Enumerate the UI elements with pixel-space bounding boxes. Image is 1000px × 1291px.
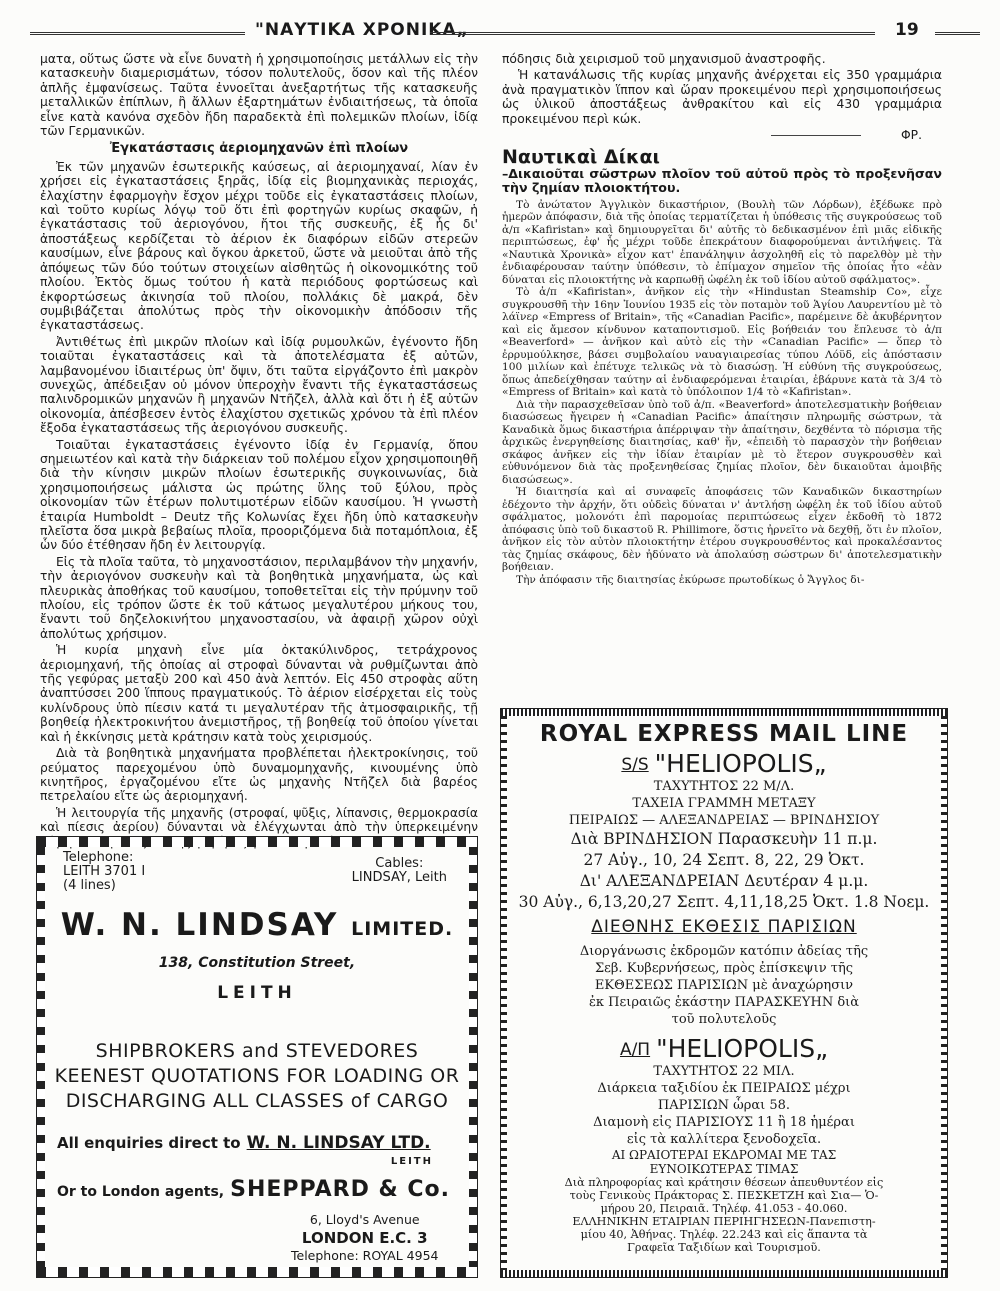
- brindisi-dates: 27 Αὐγ., 10, 24 Σεπτ. 8, 22, 29 Ὀκτ.: [583, 851, 865, 869]
- tours-line: ΑΙ ΩΡΑΙΟΤΕΡΑΙ ΕΚΔΡΟΜΑΙ ΜΕ ΤΑΣ: [611, 1148, 837, 1162]
- ad-border-top: [37, 837, 477, 847]
- cables-value: LINDSAY, Leith: [351, 870, 447, 885]
- firm-name-text: W. N. LINDSAY: [60, 907, 339, 943]
- ship-speed: ΤΑΧΥΤΗΤΟΣ 22 Μ/Λ.: [653, 779, 795, 794]
- london-label: Or to London agents,: [57, 1184, 225, 1200]
- route-title: ΤΑΧΕΙΑ ΓΡΑΜΜΗ ΜΕΤΑΞΥ: [632, 796, 816, 811]
- firm-name: [51, 907, 463, 943]
- ship-prefix: S/S: [621, 755, 649, 775]
- enquiries-label: All enquiries direct to: [57, 1134, 241, 1152]
- info-line: μίου 40, Ἀθήνας. Τηλέφ. 22.243 καὶ εἰς ἅπαντα τὰ: [580, 1228, 868, 1241]
- ad-border-left: [37, 847, 45, 1267]
- ad-border-left: [501, 716, 507, 1270]
- firm-town: LEITH: [217, 983, 297, 1003]
- info-line: ΕΛΛΗΝΙΚΗΝ ΕΤΑΙΡΙΑΝ ΠΕΡΙΗΓΗΣΕΩΝ-Πανεπιστη-: [572, 1215, 876, 1228]
- heliopolis-advertisement: [500, 708, 948, 1278]
- info-line: Διὰ πληροφορίας καὶ κράτησιν θέσεων ἀπευθυντέον εἰς: [564, 1176, 884, 1189]
- brindisi-schedule: Διὰ ΒΡΙΝΔΗΣΙΟΝ Παρασκευὴν 11 π.μ.: [570, 830, 878, 848]
- exhibition-line: Διοργάνωσις ἐκδρομῶν κατόπιν ἀδείας τῆς: [579, 944, 869, 959]
- exhibition-heading: ΔΙΕΘΝΗΣ ΕΚΘΕΣΙΣ ΠΑΡΙΣΙΩΝ: [591, 917, 857, 937]
- article-paragraph: Ἀντιθέτως ἐπὶ μικρῶν πλοίων καὶ ἰδίᾳ ρυμουλκῶν, ἐγένοντο ἤδη τοιαῦται ἐγκαταστάσεις καὶ τὰ ἀποτελέσματα ἐξ αὐτῶν, λαμβανομένου ἰδιαιτέρως ὑπ' ὄψιν, ὅτι ταῦτα εἰργάζοντο ἐπὶ μακρὸν συνεχῶς, ἀπέδειξαν οὐ μόνον ὑπεροχὴν ἔναντι τῆς ἐγκαταστάσεως παλινδρομικῶν μηχανῶν ἢ μηχανῶν Ντῆζελ, ἀλλὰ καὶ ὅτι ἡ ἐξ αὐτῶν οἰκονομία, ἀπέσβεσεν ἐντὸς ἐλαχίστου σχετικῶς χρόνου τὰ ἐπὶ πλέον ἔξοδα ἐγκαταστάσεως τῆς ἀεριογόνου συσκευῆς.: [40, 334, 478, 436]
- signature-rule: [771, 135, 861, 136]
- ship2-speed: ΤΑΧΥΤΗΤΟΣ 22 ΜΙΛ.: [653, 1064, 795, 1079]
- service-line: KEENEST QUOTATIONS FOR LOADING OR: [54, 1065, 460, 1087]
- trip-line: Διαμονὴ εἰς ΠΑΡΙΣΙΟΥΣ 11 ἢ 18 ἡμέραι: [593, 1115, 855, 1130]
- ad-border-right: [941, 716, 947, 1270]
- cables-block: [352, 857, 447, 885]
- header-rule-left: [30, 32, 245, 35]
- ad-border-right: [469, 847, 477, 1267]
- right-column-article: [502, 52, 942, 586]
- legal-paragraph: Ἡ διαιτησία καὶ αἱ συναφεῖς ἀποφάσεις τῶν Καναδικῶν δικαστηρίων ἐδέχοντο τὴν ἀρχήν, ὅτι οὐδεὶς δύναται ν' ἀντλήσῃ ὠφέλη ἐκ τοῦ ἰδίου αὐτοῦ σφάλματος, μολονότι ἐπὶ παρομοίας περιπτώσεως εἶχεν ἐκδοθῆ τὸ 1872 ἀπόφασις ὑπὸ τοῦ δικαστοῦ R. Phillimore, ὅστις ἠρνεῖτο νὰ δεχθῇ, ὅτι ἐν πλοῖον, ἀνῆκον εἰς τὸν αὐτὸν πλοιοκτήτην ἑτέρου συγκρουσθέντος καὶ προκαλέσαντος τὰς ζημίας σκάφους, δὲν ἠδύνατο νὰ ἀπολαύσῃ σώστρων δι' ἀποτελεσματικὴν βοήθειαν.: [502, 486, 942, 574]
- article-signature: [502, 128, 922, 142]
- ship2-name: [511, 1034, 937, 1063]
- exhibition-line: ΕΚΘΕΣΕΩΣ ΠΑΡΙΣΙΩΝ μὲ ἀναχώρησιν: [594, 978, 854, 993]
- ship-name-text: "HELIOPOLIS„: [654, 749, 827, 778]
- article-subhead: Ἐγκατάστασις ἀεριομηχανῶν ἐπὶ πλοίων: [109, 141, 409, 157]
- services-block: [51, 1039, 463, 1114]
- enquiries-firm: W. N. LINDSAY LTD.: [246, 1133, 431, 1153]
- ad-border-bottom: [37, 1267, 477, 1277]
- legal-article-body: [502, 199, 942, 587]
- ad-content: [511, 719, 937, 1267]
- telephone-lines: (4 lines): [63, 878, 116, 893]
- alexandria-dates: 30 Αὐγ., 6,13,20,27 Σεπτ. 4,11,18,25 Ὀκτ. 1.8 Νοεμ.: [518, 893, 930, 911]
- tours-line: ΕΥΝΟΙΚΩΤΕΡΑΣ ΤΙΜΑΣ: [649, 1162, 799, 1176]
- header-rule-right: [935, 32, 980, 35]
- article-paragraph: Εἰς τὰ πλοῖα ταῦτα, τὸ μηχανοστάσιον, περιλαμβάνον τὴν μηχανήν, τὴν ἀεριογόνον συσκευὴν καὶ τὰ βοηθητικὰ μηχανήματα, ὡς καὶ πλευρικὰς ἀποθήκας τοῦ καυσίμου, τοποθετεῖται εἰς τὴν πρύμνην τοῦ πλοίου, εἰς τρόπον ὥστε ἐκ τοῦ κάτωος μεγαλυτέρου μήκους του, ἔναντι τοῦ δηζελοκινήτου μηχανοστασίου, νὰ ἀφαιρῇ χῶρον οὐχὶ ἀπολύτως χρήσιμον.: [40, 554, 478, 641]
- article-paragraph: ματα, οὕτως ὥστε νὰ εἶνε δυνατὴ ἡ χρησιμοποίησις μετάλλων εἰς τὴν κατασκευὴν διαμερισμάτων, τόσον πολυτελοῦς, ὅσον καὶ τῆς πλέον ἁπλῆς ἐμφανίσεως. Ταῦτα ἐννοεῖται ἀνεξαρτήτως τῆς κατασκευῆς μεταλλικῶν ἐπίπλων, ἢ ἄλλων ἐξαρτημάτων ἐνδιαιτήσεως, τὰ ὁποῖα εἶνε κατὰ κανόνα σχεδὸν ἤδη παραδεκτὰ ἐπὶ πολεμικῶν πλοίων, ἰδίᾳ τῶν Γερμανικῶν.: [40, 52, 478, 139]
- newspaper-title: "ΝΑΥΤΙΚΑ ΧΡΟΝΙΚΑ„: [255, 20, 469, 40]
- article-paragraph: Ἡ λειτουργία τῆς μηχανῆς (στροφαί, ψῦξις, λίπανσις, θερμοκρασία καὶ πίεσις ἀερίου) δύνανται νὰ ἐλέγχωνται ἀπὸ τὴν ὑπερκειμένην: [40, 805, 478, 835]
- london-telephone: Telephone: ROYAL 4954: [291, 1248, 439, 1263]
- exhibition-line: ἐκ Πειραιῶς ἑκάστην ΠΑΡΑΣΚΕΥΗΝ διὰ: [588, 995, 860, 1010]
- telephone-block: [63, 851, 145, 893]
- article-paragraph: Διὰ τὰ βοηθητικὰ μηχανήματα προβλέπεται ἠλεκτροκίνησις, τοῦ ρεύματος παρεχομένου ὑπὸ δυναμομηχανῆς, κινουμένης ὑπὸ κινητῆρος, ἐργαζομένου εἴτε ὡς μηχανὴς Ντῆζελ διὰ βαρέος πετρελαίου εἴτε ὡς ἀεριομηχανή.: [40, 746, 478, 804]
- ad-border-top: [501, 709, 947, 716]
- ship-name: [511, 749, 937, 778]
- legal-paragraph: Τὸ ἀ/π «Kafiristan», ἀνῆκον εἰς τὴν «Hindustan Steamship Co», εἶχε συγκρουσθῆ τὴν 16ην Ἰουνίου 1935 εἰς τὸν ποταμὸν τοῦ Ἁγίου Λαυρεντίου μὲ τὸ λάϊνερ «Empress of Britain», τῆς «Canadian Pacific», παρέμεινε δὲ ἀκυβέρνητον καὶ εἰς ἄμεσον κίνδυνον καταποντισμοῦ. Εἰς βοήθειάν του ἔπλευσε τὸ ἀ/π «Beaverford» — ἀνῆκον καὶ αὐτὸ εἰς τὴν «Canadian Pacific» — ὅπερ τὸ ἐρρυμούλκησε, βάσει συμβολαίου ναυαγιαιρεσίας τύπου Λόϋδ, εἰς ἀπόστασιν 100 μιλίων καὶ ἐπέτυχε τελικῶς νὰ τὸ διασώσῃ. Ἡ εὐθύνη τῆς συγκρούσεως, ὅπως ἀπεδείχθησαν ταύτην αἱ ἐνδιαφερόμεναι ἑταιρίαι, ἐβάρυνε κατὰ τὰ 3/4 τὸ «Empress of Britain» καὶ κατὰ τὸ ὑπόλοιπον 1/4 τὸ «Kafiristan».: [502, 286, 942, 399]
- article-paragraph: Ἐκ τῶν μηχανῶν ἐσωτερικῆς καύσεως, αἱ ἀεριομηχαναί, λίαν ἐν χρήσει εἰς ἐγκαταστάσεις ξηρᾶς, ἰδίᾳ εἰς βιομηχανικὰς περιοχάς, ἐλαχίστην ἐφαρμογὴν ἔσχον μέχρι τοῦδε εἰς ἐγκαταστάσεις πλοίων, καὶ τοῦτο κυρίως λόγῳ τοῦ ὅτι ἐπὶ φορτηγῶν κυρίως σκαφῶν, ἡ ἐγκατάστασις τοῦ ἀεριογόνου, ἤτοι τῆς συσκευῆς, ἐξ ἧς δι' ἀποστάξεως κερδίζεται τὸ ἀέριον ἐκ διαφόρων εἰδῶν στερεῶν καυσίμων, εἶνε βάρους καὶ ὄγκου ἀρκετοῦ, ὥστε νὰ μειοῦται ἀπὸ τῆς ἀπόψεως τῶν δύο τούτων στοιχείων αἰσθητῶς ἡ οἰκονομικότης τοῦ πλοίου. Ἐκτὸς ὅμως τούτου ἡ κατὰ περιόδους φορτώσεως καὶ ἐκφορτώσεως ἀκινησία τοῦ πλοίου, πολλάκις δὲ μακρά, δὲν συμβιβάζεται ἀπολύτως πρὸς τὴν οἰκονομικὴν ἀπόδοσιν τῆς ἐγκαταστάσεως.: [40, 159, 478, 333]
- service-line: DISCHARGING ALL CLASSES of CARGO: [65, 1090, 449, 1112]
- ad-border-bottom: [501, 1270, 947, 1277]
- firm-ltd: LIMITED.: [351, 918, 454, 940]
- signature-text: ΦΡ.: [900, 128, 922, 143]
- info-line: μήρου 20, Πειραιᾶ. Τηλέφ. 41.053 - 40.060.: [600, 1202, 848, 1215]
- alexandria-schedule: Δι' ΑΛΕΞΑΝΔΡΕΙΑΝ Δευτέραν 4 μ.μ.: [579, 872, 869, 890]
- article-paragraph: Ἡ κατανάλωσις τῆς κυρίας μηχανῆς ἀνέρχεται εἰς 350 γραμμάρια ἀνὰ πραγματικὸν ἵππον καὶ ὥραν προκειμένου περὶ χρησιμοποιήσεως ὡς ὑλικοῦ ἀποστάξεως ἀνθρακίτου καὶ εἰς 430 γραμμάρια προκειμένου περὶ κώκ.: [502, 68, 942, 126]
- service-line: SHIPBROKERS and STEVEDORES: [95, 1040, 419, 1062]
- trip-line: ΠΑΡΙΣΙΩΝ ὧραι 58.: [657, 1098, 791, 1113]
- page-number: 19: [895, 20, 919, 40]
- enquiries-line: [57, 1133, 457, 1153]
- legal-paragraph: Τὴν ἀπόφασιν τῆς διαιτησίας ἐκύρωσε πρωτοδίκως ὁ Ἄγγλος δι-: [516, 573, 865, 586]
- london-city: LONDON E.C. 3: [301, 1229, 428, 1247]
- article-paragraph: πόδησις διὰ χειρισμοῦ τοῦ μηχανισμοῦ ἀναστροφῆς.: [502, 52, 826, 66]
- article-paragraph: Τοιαῦται ἐγκαταστάσεις ἐγένοντο ἰδίᾳ ἐν Γερμανίᾳ, ὅπου σημειωτέον καὶ κατὰ τὴν διάρκειαν τοῦ πολέμου εἶχον χρησιμοποιηθῆ διὰ τὴν κίνησιν μικρῶν πλοίων ἐσωτερικῆς συγκοινωνίας, διὰ χρησιμοποιήσεως μάλιστα ὡς πρώτης ὕλης τοῦ ξύλου, πρὸς οἰκονομίαν τῶν ἑτέρων πολυτιμοτέρων εἰδῶν καυσίμου. Ἡ γνωστὴ ἑταιρία Humboldt – Deutz τῆς Κολωνίας ἔχει ἤδη ὑπὸ κατασκευὴν πλεῖστα ὅσα μικρὰ βεβαίως πλοῖα, προοριζόμενα διὰ ποταμόπλοια, ἐξ ὧν δύο ἐτέθησαν ἤδη ἐν λειτουργίᾳ.: [40, 437, 478, 553]
- cables-label: Cables:: [375, 856, 424, 871]
- trip-line: εἰς τὰ καλλίτερα ξενοδοχεῖα.: [626, 1132, 822, 1147]
- legal-paragraph: Τὸ ἀνώτατον Ἀγγλικὸν δικαστήριον, (Βουλὴ τῶν Λόρδων), ἐξέδωκε πρὸ ἡμερῶν ἀπόφασιν, διὰ τῆς ὁποίας τερματίζεται ἡ ὑπόθεσις τῆς συγκρούσεως τοῦ ἀ/π «Kafiristan» καὶ δημιουργεῖται δι' αὐτῆς τὸ δεδικασμένον ἐπὶ μιᾶς εἰδικῆς περιπτώσεως, ἐφ' ἧς μέχρι τοῦδε ἐπεκράτουν διαφορούμεναι ἀντιλήψεις. Τὰ «Ναυτικὰ Χρονικὰ» εἶχον κατ' ἐπανάληψιν ἀσχοληθῆ εἰς τὸ παρελθὸν μὲ τὴν ἐνδιαφέρουσαν ταύτην ὑπόθεσιν, τὸ ἐπίμαχον σημεῖον τῆς ὁποίας ἦτο «ἐὰν δύναται εἰς πλοιοκτήτης νὰ καρπωθῇ ὠφέλη ἐκ τοῦ ἰδίου αὐτοῦ σφάλματος».: [502, 198, 942, 286]
- london-firm: SHEPPARD & Co.: [230, 1177, 450, 1202]
- left-column-article: [40, 52, 478, 851]
- london-address: 6, Lloyd's Avenue: [309, 1212, 420, 1227]
- section-subtitle: –Δικαιοῦται σῶστρων πλοῖον τοῦ αὐτοῦ πρὸς τὸ προξενῆσαν τὴν ζημίαν πλοιοκτήτου.: [502, 165, 942, 195]
- info-line: Γραφεῖα Ταξιδίων καὶ Τουρισμοῦ.: [627, 1241, 821, 1254]
- section-title: Ναυτικαὶ Δίκαι: [502, 146, 660, 169]
- telephone-label: Telephone:: [63, 850, 134, 865]
- info-line: τοὺς Γενικοὺς Πράκτορας Σ. ΠΕΣΚΕΤΖΗ καὶ Σια— Ὁ-: [569, 1189, 879, 1202]
- route: ΠΕΙΡΑΙΩΣ — ΑΛΕΞΑΝΔΡΕΙΑΣ — ΒΡΙΝΔΗΣΙΟΥ: [568, 813, 880, 828]
- page-header: [30, 18, 970, 48]
- london-address-block: [291, 1211, 438, 1265]
- mail-line-name: ROYAL EXPRESS MAIL LINE: [539, 721, 909, 747]
- ad-content: [51, 851, 463, 1263]
- header-rule-middle: [430, 32, 875, 35]
- enquiries-town: LEITH: [390, 1156, 433, 1167]
- trip-line: Διάρκεια ταξιδίου ἐκ ΠΕΙΡΑΙΩΣ μέχρι: [597, 1081, 851, 1096]
- exhibition-line: τοῦ πολυτελοῦς: [671, 1012, 777, 1027]
- exhibition-line: Σεβ. Κυβερνήσεως, πρὸς ἐπίσκεψιν τῆς: [594, 961, 854, 976]
- ship2-prefix: A/Π: [619, 1040, 651, 1060]
- london-agents-line: [57, 1177, 457, 1202]
- article-paragraph: Ἡ κυρία μηχανὴ εἶνε μία ὀκτακύλινδρος, τετράχρονος ἀεριομηχανή, τῆς ὁποίας αἱ στροφαὶ δύνανται νὰ ρυθμίζωνται ἀπὸ τῆς γεφύρας μεταξὺ 200 καὶ 450 ἀνὰ λεπτόν. Εἰς 450 στροφὰς αὕτη ἀναπτύσσει 200 ἵππους πραγματικούς. Τὸ ἀέριον εἰσέρχεται εἰς τοὺς κυλίνδρους ὑπὸ πίεσιν κατά τι μεγαλυτέραν τῆς ἀτμοσφαιρικῆς, τῇ βοηθείᾳ ἠλεκτροκινήτου ἀνεμιστῆρος, τῇ βοηθείᾳ τοῦ ὁποίου γίνεται καὶ ἡ ἐκκίνησις μετὰ κράτησιν κατὰ τοὺς χειρισμούς.: [40, 643, 478, 744]
- telephone-number: LEITH 3701 I: [63, 864, 146, 879]
- lindsay-advertisement: [36, 836, 478, 1278]
- legal-paragraph: Διὰ τὴν παρασχεθεῖσαν ὑπὸ τοῦ ἀ/π. «Beaverford» ἀποτελεσματικὴν βοήθειαν διασώσεως ἤγειρεν ἡ «Canadian Pacific» ἀπαίτησιν πληρωμῆς σώστρων, τὰ Καναδικὰ ὅμως δικαστήρια ἀπέρριψαν τὴν ἀπαίτησιν, δεχθέντα τὸ πόρισμα τῆς ἀρχικῶς ἐνεργηθείσης διαιτησίας, καθ' ἥν, «ἐπειδὴ τὸ παρασχὸν τὴν βοήθειαν σκάφος ἀνῆκεν εἰς τὴν ἰδίαν ἑταιρίαν μὲ τὸ ἕτερον συγκρουσθὲν καὶ εὐθυνόμενον διὰ τὰς προξενηθείσας ζημίας πλοῖον, δὲν δικαιοῦται ἀμοιβῆς διασώσεως».: [502, 398, 942, 486]
- ship2-name-text: "HELIOPOLIS„: [656, 1034, 829, 1063]
- firm-address: 138, Constitution Street,: [158, 955, 356, 971]
